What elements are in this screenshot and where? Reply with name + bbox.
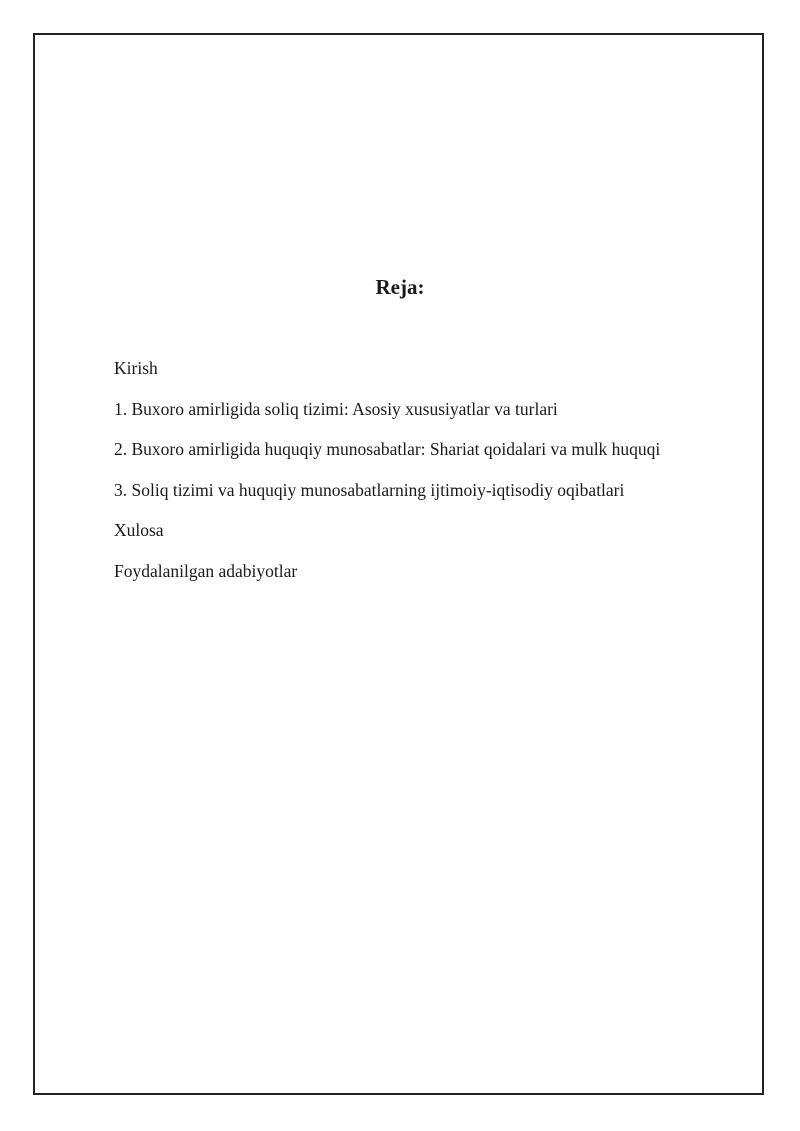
table-of-contents xyxy=(114,348,660,591)
toc-item-1: 1. Buxoro amirligida soliq tizimi: Asosiy xususiyatlar va turlari xyxy=(114,398,558,419)
toc-item-conclusion: Xulosa xyxy=(114,520,164,540)
toc-item-references: Foydalanilgan adabiyotlar xyxy=(114,560,298,581)
toc-item-2: 2. Buxoro amirligida huquqiy munosabatlar: Shariat qoidalari va mulk huquqi xyxy=(114,439,661,459)
page-title: Reja: xyxy=(375,275,425,299)
toc-item-3: 3. Soliq tizimi va huquqiy munosabatlarning ijtimoiy-iqtisodiy oqibatlari xyxy=(114,479,625,500)
toc-item-introduction: Kirish xyxy=(114,358,158,378)
